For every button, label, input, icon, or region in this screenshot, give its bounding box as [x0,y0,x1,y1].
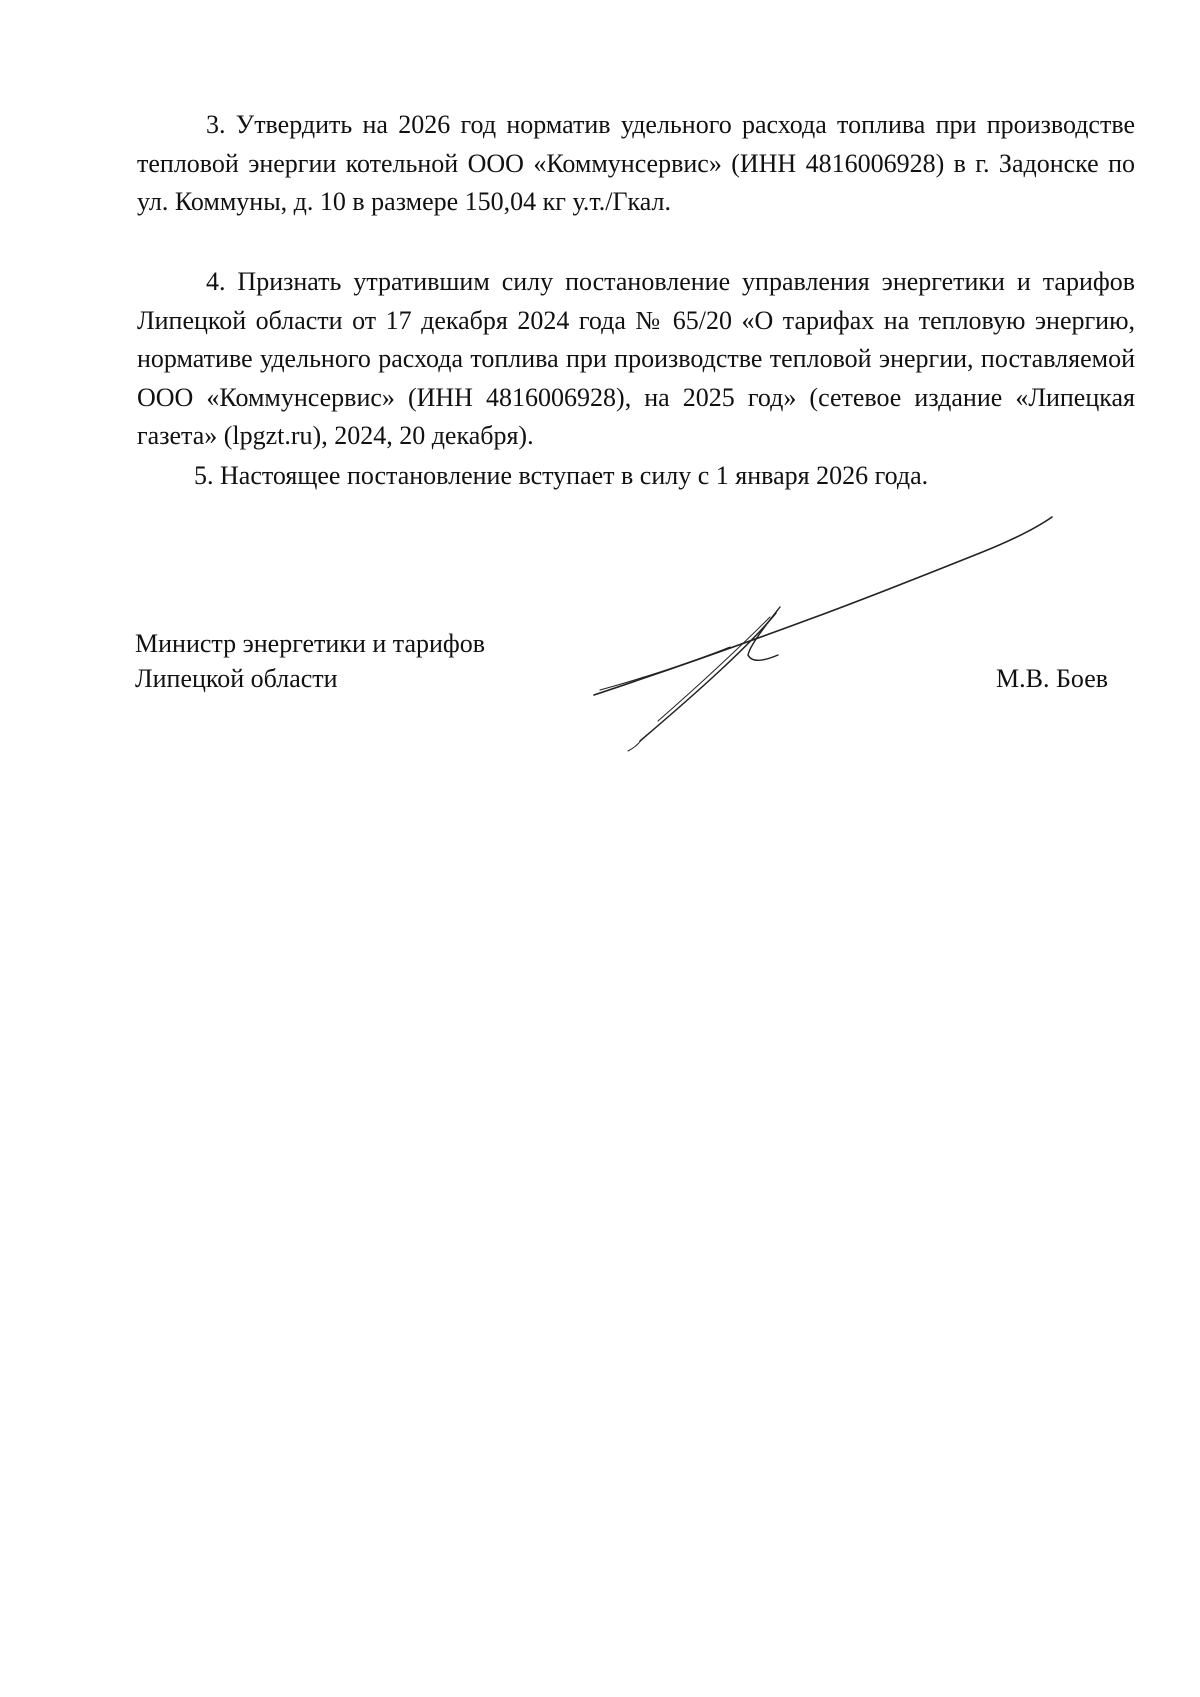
paragraph-5: 5. Настоящее постановление вступает в силу с 1 января 2026 года. [194,461,929,490]
paragraph-3: 3. Утвердить на 2026 год норматив удельного расхода топлива при производстве тепловой энергии котельной ООО «Коммунсервис» (ИНН 4816006928) в г. Задонске по ул. Коммуны, д. 10 в размере 150,04 кг у.т./Гкал. [137,110,1135,216]
signatory-title [135,626,485,696]
signatory-title-line-1: Министр энергетики и тарифов [135,629,486,658]
signatory-title-line-2: Липецкой области [135,664,338,693]
handwritten-signature [580,495,1060,755]
signatory-name: М.В. Боев [996,664,1109,693]
paragraph-4: 4. Признать утратившим силу постановление управления энергетики и тарифов Липецкой области от 17 декабря 2024 года № 65/20 «О тарифах на тепловую энергию, нормативе удельного расхода топлива при производстве тепловой энергии, поставляемой ООО «Коммунсервис» (ИНН 4816006928), на 2025 год» (сетевое издание «Липецкая газета» (lpgzt.ru), 2024, 20 декабря). [137,267,1135,450]
